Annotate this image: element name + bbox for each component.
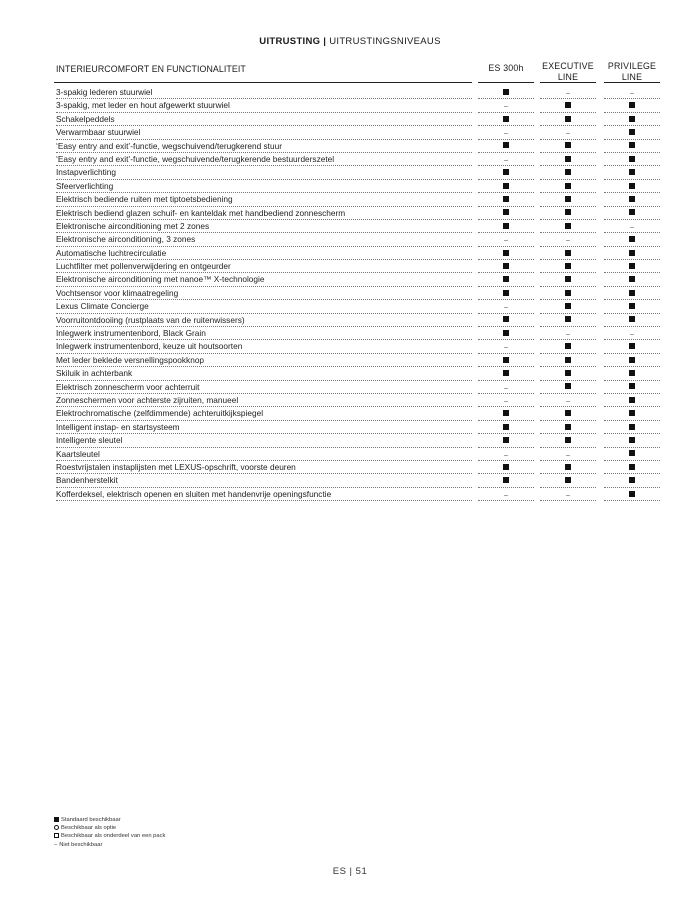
- row-cell: [540, 260, 596, 273]
- row-cell: [478, 86, 534, 99]
- row-cell: [604, 233, 660, 246]
- standard-square-icon: [503, 370, 509, 376]
- row-cell: [604, 314, 660, 327]
- table-row: [54, 220, 660, 233]
- row-label: Met leder beklede versnellingspookknop: [56, 354, 472, 367]
- dash-icon: –: [504, 451, 508, 459]
- standard-square-icon: [629, 183, 635, 189]
- table-row: [54, 394, 660, 407]
- row-cell: [540, 354, 596, 367]
- option-circle-icon: [54, 825, 59, 830]
- standard-square-icon: [503, 169, 509, 175]
- table-row: [54, 300, 660, 313]
- row-cell: [604, 434, 660, 447]
- row-cell: [604, 340, 660, 353]
- row-label: Voorruitontdooiing (rustplaats van de ruitenwissers): [56, 314, 472, 327]
- standard-square-icon: [629, 343, 635, 349]
- row-cell: [540, 434, 596, 447]
- column-header-privilege-line1: PRIVILEGE: [607, 61, 657, 71]
- standard-square-icon: [565, 357, 571, 363]
- dash-icon: –: [504, 384, 508, 392]
- row-cell: [540, 287, 596, 300]
- row-label: Elektronische airconditioning met nanoe™ X-technologie: [56, 273, 472, 286]
- row-cell: [540, 140, 596, 153]
- dash-icon: –: [504, 491, 508, 499]
- standard-square-icon: [503, 464, 509, 470]
- table-row: [54, 488, 660, 501]
- dash-icon: –: [566, 237, 570, 245]
- standard-square-icon: [565, 263, 571, 269]
- standard-square-icon: [629, 250, 635, 256]
- standard-square-icon: [629, 303, 635, 309]
- row-cell: [478, 488, 534, 501]
- row-cell: [540, 461, 596, 474]
- table-row: [54, 434, 660, 447]
- row-cell: [604, 99, 660, 112]
- row-label: Vochtsensor voor klimaatregeling: [56, 287, 472, 300]
- row-label: Roestvrijstalen instaplijsten met LEXUS-opschrift, voorste deuren: [56, 461, 472, 474]
- standard-square-icon: [565, 383, 571, 389]
- row-cell: [604, 207, 660, 220]
- row-cell: [604, 421, 660, 434]
- standard-square-icon: [503, 250, 509, 256]
- table-body: [54, 86, 660, 501]
- row-cell: [540, 327, 596, 340]
- row-cell: [604, 367, 660, 380]
- standard-square-icon: [503, 410, 509, 416]
- standard-square-icon: [565, 424, 571, 430]
- row-cell: [478, 140, 534, 153]
- row-cell: [604, 166, 660, 179]
- table-row: [54, 407, 660, 420]
- dash-icon: –: [504, 103, 508, 111]
- legend: [54, 816, 165, 849]
- row-cell: [604, 354, 660, 367]
- row-cell: [478, 340, 534, 353]
- row-cell: [478, 193, 534, 206]
- header-divider-c2: [540, 82, 596, 83]
- row-cell: [540, 220, 596, 233]
- standard-square-icon: [565, 290, 571, 296]
- row-cell: [604, 193, 660, 206]
- row-label: 3-spakig, met leder en hout afgewerkt stuurwiel: [56, 99, 472, 112]
- row-label: Automatische luchtrecirculatie: [56, 247, 472, 260]
- standard-square-icon: [565, 303, 571, 309]
- row-cell: [478, 166, 534, 179]
- row-cell: [478, 474, 534, 487]
- table-row: [54, 287, 660, 300]
- row-cell: [604, 300, 660, 313]
- standard-square-icon: [565, 316, 571, 322]
- row-cell: [604, 126, 660, 139]
- table-row: [54, 99, 660, 112]
- dash-icon: –: [566, 130, 570, 138]
- column-header-executive-line2: LINE: [557, 72, 579, 82]
- row-cell: [478, 153, 534, 166]
- header-divider-c3: [604, 82, 660, 83]
- page-title: [0, 36, 700, 47]
- row-cell: [478, 394, 534, 407]
- row-label: 3-spakig lederen stuurwiel: [56, 86, 472, 99]
- standard-square-icon: [565, 477, 571, 483]
- dash-icon: –: [566, 491, 570, 499]
- legend-item: [54, 841, 165, 849]
- row-cell: [540, 207, 596, 220]
- row-cell: [604, 273, 660, 286]
- standard-square-icon: [503, 142, 509, 148]
- equipment-table: [54, 52, 660, 499]
- standard-square-icon: [629, 370, 635, 376]
- row-label: Elektrisch zonnescherm voor achterruit: [56, 381, 472, 394]
- legend-text: Beschikbaar als onderdeel van een pack: [61, 833, 166, 840]
- dash-icon: –: [504, 397, 508, 405]
- table-row: [54, 367, 660, 380]
- legend-text: Beschikbaar als optie: [61, 825, 117, 832]
- row-cell: [604, 153, 660, 166]
- row-cell: [540, 340, 596, 353]
- table-row: [54, 474, 660, 487]
- row-cell: [478, 381, 534, 394]
- standard-square-icon: [503, 437, 509, 443]
- row-cell: [604, 474, 660, 487]
- row-label: Bandenherstelkit: [56, 474, 472, 487]
- row-cell: [540, 394, 596, 407]
- standard-square-icon: [629, 169, 635, 175]
- standard-square-icon: [565, 209, 571, 215]
- row-label: Zonneschermen voor achterste zijruiten, manueel: [56, 394, 472, 407]
- row-cell: [478, 273, 534, 286]
- row-cell: [478, 126, 534, 139]
- row-cell: [540, 381, 596, 394]
- standard-square-icon: [629, 196, 635, 202]
- row-label: Luchtfilter met pollenverwijdering en ontgeurder: [56, 260, 472, 273]
- standard-square-icon: [629, 263, 635, 269]
- row-cell: [540, 233, 596, 246]
- standard-square-icon: [503, 357, 509, 363]
- row-cell: [540, 180, 596, 193]
- row-cell: [540, 488, 596, 501]
- table-row: [54, 153, 660, 166]
- row-cell: [478, 448, 534, 461]
- row-cell: [478, 233, 534, 246]
- dash-icon: –: [504, 156, 508, 164]
- dash-icon: –: [504, 130, 508, 138]
- table-row: [54, 327, 660, 340]
- standard-square-icon: [565, 276, 571, 282]
- standard-square-icon: [629, 410, 635, 416]
- standard-square-icon: [629, 102, 635, 108]
- page-title-main: UITRUSTING: [259, 36, 321, 47]
- row-label: Intelligent instap- en startsysteem: [56, 421, 472, 434]
- table-row: [54, 233, 660, 246]
- row-cell: [604, 86, 660, 99]
- standard-square-icon: [629, 236, 635, 242]
- dash-icon: –: [566, 397, 570, 405]
- row-label: Elektrisch bediend glazen schuif- en kanteldak met handbediend zonnescherm: [56, 207, 472, 220]
- row-cell: [604, 381, 660, 394]
- dash-icon: –: [630, 90, 634, 97]
- standard-square-icon: [565, 437, 571, 443]
- row-cell: [604, 180, 660, 193]
- row-cell: [540, 421, 596, 434]
- standard-square-icon: [503, 196, 509, 202]
- table-row: [54, 421, 660, 434]
- column-header-es300h-line1: ES 300h: [488, 63, 524, 73]
- row-label: ‘Easy entry and exit’-functie, wegschuivend/terugkerend stuur: [56, 140, 472, 153]
- standard-square-icon: [503, 477, 509, 483]
- table-row: [54, 113, 660, 126]
- row-cell: [478, 421, 534, 434]
- standard-square-icon: [54, 817, 59, 822]
- column-header-executive-line1: EXECUTIVE: [542, 61, 594, 71]
- table-header: [54, 52, 660, 80]
- row-cell: [540, 367, 596, 380]
- row-cell: [604, 394, 660, 407]
- dash-icon: –: [504, 344, 508, 352]
- standard-square-icon: [565, 196, 571, 202]
- standard-square-icon: [503, 290, 509, 296]
- table-row: [54, 461, 660, 474]
- row-cell: [540, 126, 596, 139]
- standard-square-icon: [565, 464, 571, 470]
- standard-square-icon: [629, 129, 635, 135]
- row-label: Elektrisch bediende ruiten met tiptoetsbediening: [56, 193, 472, 206]
- row-cell: [604, 220, 660, 233]
- dash-icon: –: [54, 841, 58, 848]
- header-divider-c1: [478, 82, 534, 83]
- standard-square-icon: [629, 209, 635, 215]
- standard-square-icon: [629, 437, 635, 443]
- row-cell: [540, 407, 596, 420]
- legend-item: [54, 824, 165, 832]
- row-cell: [540, 448, 596, 461]
- standard-square-icon: [565, 142, 571, 148]
- standard-square-icon: [629, 316, 635, 322]
- page-title-sub: UITRUSTINGSNIVEAUS: [329, 36, 441, 47]
- standard-square-icon: [565, 410, 571, 416]
- row-label: Verwarmbaar stuurwiel: [56, 126, 472, 139]
- row-cell: [540, 153, 596, 166]
- row-cell: [478, 327, 534, 340]
- legend-item: [54, 832, 165, 840]
- standard-square-icon: [565, 370, 571, 376]
- row-cell: [478, 113, 534, 126]
- standard-square-icon: [565, 102, 571, 108]
- standard-square-icon: [629, 142, 635, 148]
- table-row: [54, 180, 660, 193]
- section-heading: INTERIEURCOMFORT EN FUNCTIONALITEIT: [56, 64, 246, 74]
- table-row: [54, 166, 660, 179]
- dash-icon: –: [566, 451, 570, 459]
- standard-square-icon: [629, 383, 635, 389]
- row-cell: [478, 180, 534, 193]
- row-label: Skiluik in achterbank: [56, 367, 472, 380]
- dash-icon: –: [504, 304, 508, 312]
- row-cell: [478, 207, 534, 220]
- row-cell: [478, 220, 534, 233]
- standard-square-icon: [503, 263, 509, 269]
- column-header-privilege: [598, 61, 666, 83]
- row-cell: [604, 488, 660, 501]
- row-cell: [604, 260, 660, 273]
- legend-text: Niet beschikbaar: [59, 841, 103, 848]
- row-cell: [604, 461, 660, 474]
- row-label: Lexus Climate Concierge: [56, 300, 472, 313]
- standard-square-icon: [503, 276, 509, 282]
- row-cell: [478, 434, 534, 447]
- standard-square-icon: [565, 223, 571, 229]
- row-cell: [478, 247, 534, 260]
- row-cell: [604, 407, 660, 420]
- row-cell: [478, 99, 534, 112]
- legend-text: Standaard beschikbaar: [61, 817, 121, 823]
- standard-square-icon: [629, 357, 635, 363]
- row-label: Schakelpeddels: [56, 113, 472, 126]
- row-cell: [478, 287, 534, 300]
- table-row: [54, 340, 660, 353]
- standard-square-icon: [565, 183, 571, 189]
- row-label: Kofferdeksel, elektrisch openen en sluiten met handenvrije openingsfunctie: [56, 488, 472, 501]
- standard-square-icon: [565, 343, 571, 349]
- row-cell: [540, 300, 596, 313]
- standard-square-icon: [629, 276, 635, 282]
- row-label: Elektrochromatische (zelfdimmende) achteruitkijkspiegel: [56, 407, 472, 420]
- standard-square-icon: [629, 156, 635, 162]
- table-row: [54, 273, 660, 286]
- table-row: [54, 140, 660, 153]
- page-number: ES | 51: [332, 866, 368, 877]
- table-row: [54, 193, 660, 206]
- standard-square-icon: [503, 183, 509, 189]
- row-cell: [604, 140, 660, 153]
- row-cell: [478, 354, 534, 367]
- dash-icon: –: [504, 237, 508, 245]
- table-row: [54, 86, 660, 99]
- table-row: [54, 207, 660, 220]
- standard-square-icon: [565, 116, 571, 122]
- column-header-es300h: [478, 63, 534, 74]
- legend-item: [54, 816, 165, 824]
- table-row: [54, 314, 660, 327]
- row-label: Instapverlichting: [56, 166, 472, 179]
- standard-square-icon: [503, 424, 509, 430]
- row-cell: [604, 327, 660, 340]
- row-cell: [540, 273, 596, 286]
- row-cell: [604, 247, 660, 260]
- row-label: Kaartsleutel: [56, 448, 472, 461]
- row-cell: [478, 367, 534, 380]
- dash-icon: –: [566, 90, 570, 97]
- standard-square-icon: [565, 156, 571, 162]
- row-cell: [478, 300, 534, 313]
- standard-square-icon: [629, 491, 635, 497]
- row-cell: [540, 99, 596, 112]
- standard-square-icon: [503, 209, 509, 215]
- row-label: Intelligente sleutel: [56, 434, 472, 447]
- standard-square-icon: [629, 290, 635, 296]
- row-label: Elektronische airconditioning met 2 zones: [56, 220, 472, 233]
- row-cell: [540, 247, 596, 260]
- table-row: [54, 354, 660, 367]
- page-title-separator: |: [323, 36, 327, 47]
- row-cell: [540, 314, 596, 327]
- row-cell: [540, 113, 596, 126]
- row-cell: [478, 407, 534, 420]
- row-cell: [604, 448, 660, 461]
- table-row: [54, 381, 660, 394]
- row-cell: [540, 166, 596, 179]
- row-label: ‘Easy entry and exit’-functie, wegschuivende/terugkerende bestuurderszetel: [56, 153, 472, 166]
- standard-square-icon: [565, 169, 571, 175]
- row-cell: [540, 474, 596, 487]
- table-row: [54, 126, 660, 139]
- row-cell: [604, 287, 660, 300]
- row-cell: [604, 113, 660, 126]
- standard-square-icon: [629, 450, 635, 456]
- standard-square-icon: [503, 89, 509, 95]
- pack-square-outline-icon: [54, 833, 59, 838]
- table-row: [54, 247, 660, 260]
- standard-square-icon: [629, 116, 635, 122]
- standard-square-icon: [629, 424, 635, 430]
- standard-square-icon: [503, 316, 509, 322]
- standard-square-icon: [503, 330, 509, 336]
- row-cell: [540, 86, 596, 99]
- table-row: [54, 260, 660, 273]
- row-label: Inlegwerk instrumentenbord, Black Grain: [56, 327, 472, 340]
- row-cell: [478, 260, 534, 273]
- standard-square-icon: [629, 397, 635, 403]
- column-header-executive: [534, 61, 602, 83]
- header-divider: [54, 82, 472, 83]
- row-cell: [540, 193, 596, 206]
- row-label: Elektronische airconditioning, 3 zones: [56, 233, 472, 246]
- standard-square-icon: [503, 223, 509, 229]
- row-cell: [478, 314, 534, 327]
- table-row: [54, 448, 660, 461]
- dash-icon: –: [630, 223, 634, 231]
- standard-square-icon: [629, 464, 635, 470]
- column-header-privilege-line2: LINE: [621, 72, 643, 82]
- standard-square-icon: [565, 250, 571, 256]
- standard-square-icon: [503, 116, 509, 122]
- dash-icon: –: [566, 331, 570, 339]
- row-label: Inlegwerk instrumentenbord, keuze uit houtsoorten: [56, 340, 472, 353]
- standard-square-icon: [629, 477, 635, 483]
- row-label: Sfeerverlichting: [56, 180, 472, 193]
- row-cell: [478, 461, 534, 474]
- dash-icon: –: [630, 331, 634, 339]
